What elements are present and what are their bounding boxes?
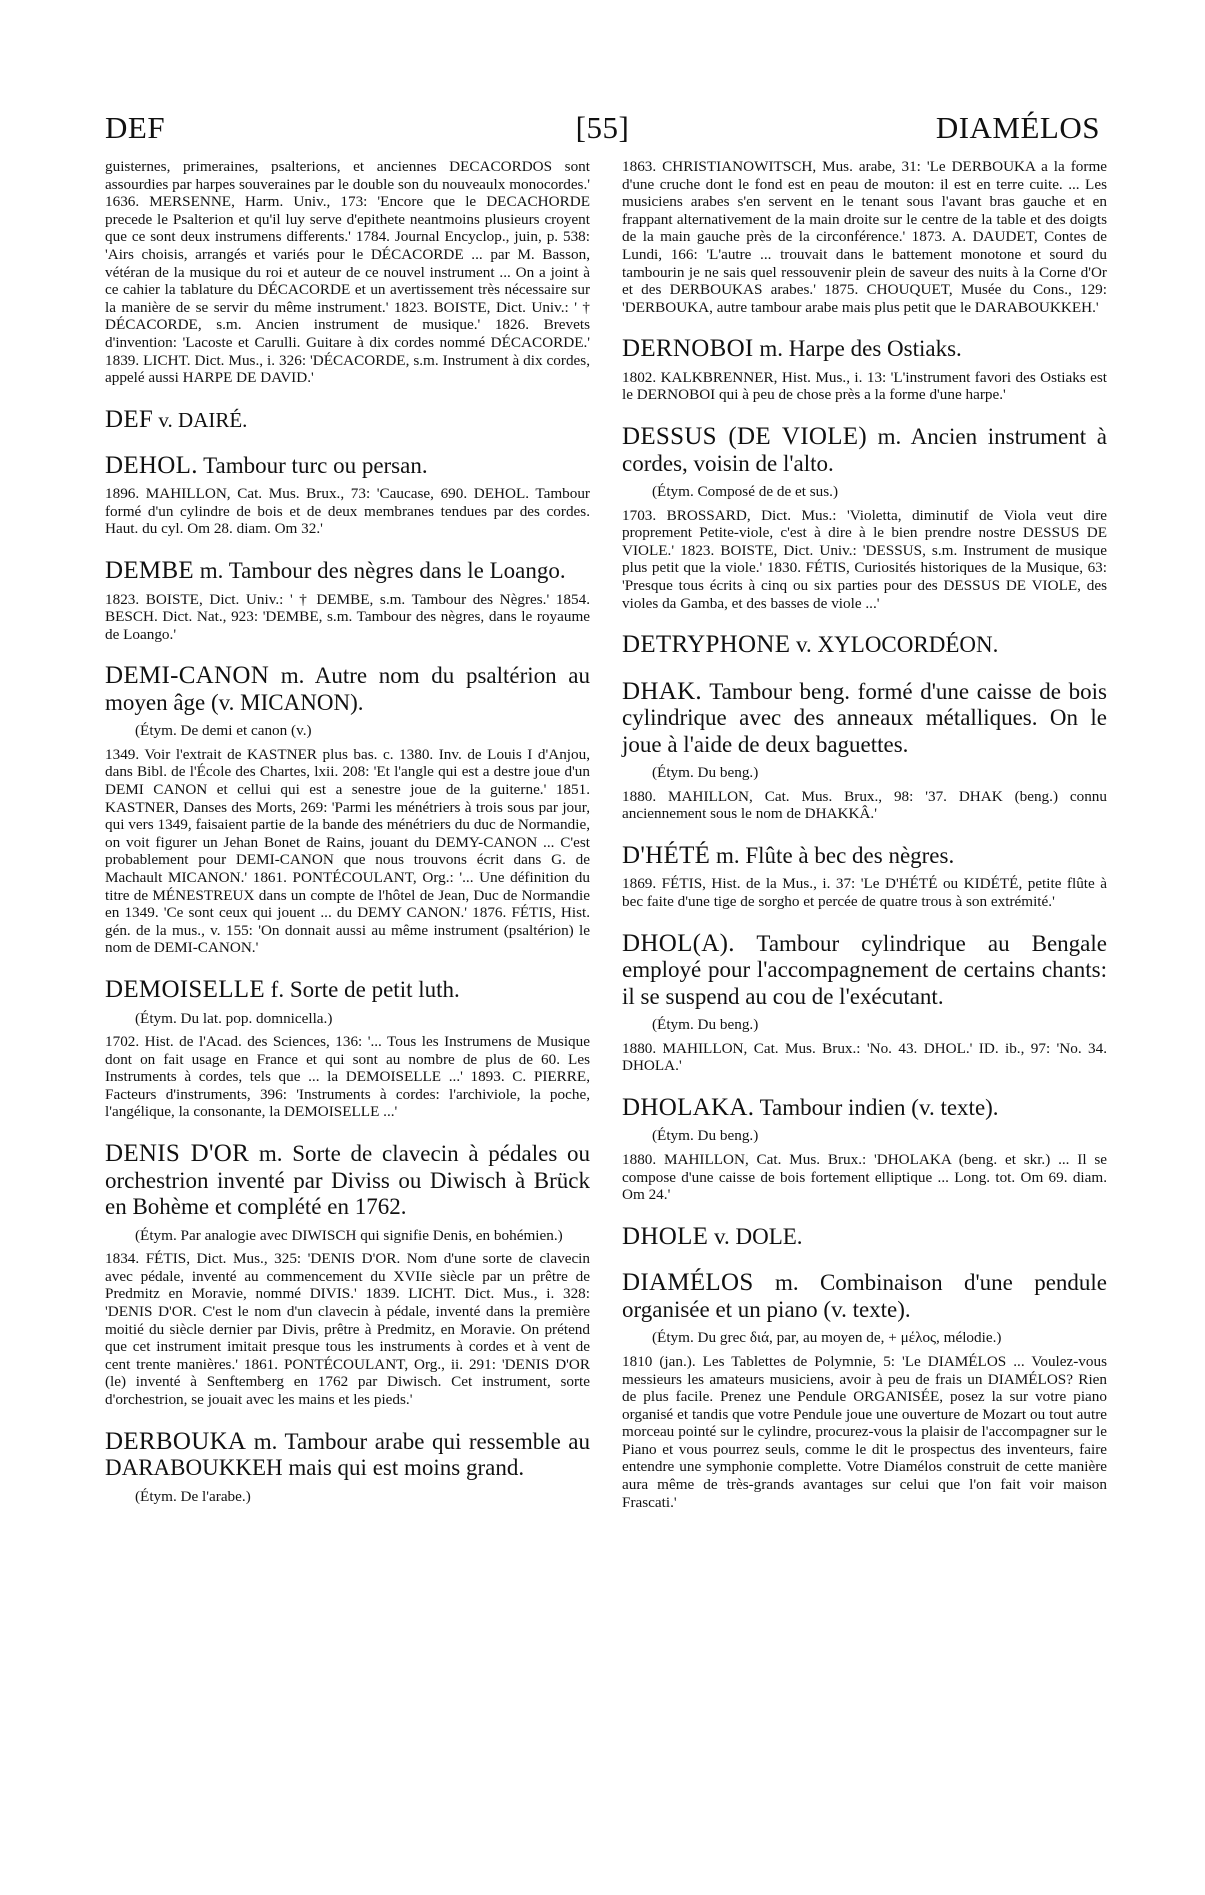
citation-text: 1810 (jan.). Les Tablettes de Polymnie, 5: 'Le DIAMÉLOS ... Voulez-vous messieurs les amateurs musiciens, avoir à peu de frais un DIAMÉLOS? Rien de plus facile. Prenez une Pendule ORGANISÉE, posez la sur votre piano organisé et tandis que votre Pendule joue une ouverture de Mozart ou tout autre morceau pointé sur le cylindre, procurez-vous la plaisir de l'accompagner sur le Piano et vous pourrez seuls, comme le dit le prospectus des inventeurs, faire entendre une symphonie complette. Votre Diamélos construit de cette manière aura même de très-grands avantages sur celui que l'on fait voir maison Frascati.' [622, 1352, 1107, 1511]
etymology: (Étym. Du beng.) [652, 1127, 759, 1145]
etymology: (Étym. De l'arabe.) [135, 1487, 251, 1505]
entry-headword [622, 424, 1107, 477]
etymology: (Étym. Du beng.) [652, 764, 759, 782]
entry-headword [622, 1270, 1107, 1323]
etymology: (Étym. Par analogie avec DIWISCH qui signifie Denis, en bohémien.) [135, 1226, 563, 1244]
headword-definition: Tambour turc ou persan. [203, 452, 428, 478]
running-head [105, 108, 1100, 148]
entry-headword [622, 679, 1107, 759]
headword-lemma: DEMOISELLE [105, 976, 265, 1003]
citation-text: guisternes, primeraines, psalterions, et anciennes DECACORDOS sont assourdies par harpes souveraines par le double son du nouveaulx monocordes.' 1636. MERSENNE, Harm. Univ., 173: 'Encore que le DECACHORDE precede le Psalterion et qu'il luy serve d'epithete neantmoins plusieurs croyent que ce sont deux instrumens differents.' 1784. Journal Encyclop., juin, p. 538: 'Airs choisis, arrangés et variés pour le DÉCACORDE ... par M. Basson, vétéran de la musique du roi et auteur de ce nouvel instrument ... On a joint à ce cahier la tablature du DÉCACORDE et un avertissement très nécessaire sur la manière de se servir du même instrument.' 1823. BOISTE, Dict. Univ.: ' † DÉCACORDE, s.m. Ancien instrument de musique.' 1826. Brevets d'invention: 'Lacoste et Carulli. Guitare à dix cordes nommé DÉCACORDE.' 1839. LICHT. Dict. Mus., i. 326: 'DÉCACORDE, s.m. Instrument à dix cordes, appelé aussi HARPE DE DAVID.' [105, 158, 590, 387]
etymology: (Étym. Du lat. pop. domnicella.) [135, 1009, 333, 1027]
headword-lemma: DETRYPHONE [622, 631, 791, 659]
headword-definition: m. Tambour arabe qui ressemble au DARABOUKKEH mais qui est moins grand. [105, 1428, 591, 1480]
headword-lemma: D'HÉTÉ [622, 841, 711, 869]
citation-text: 1702. Hist. de l'Acad. des Sciences, 136: '... Tous les Instrumens de Musique dont on fait usage en France et qui sont au nombre de plus de 60. Les Instruments à cordes, tels que ... la DEMOISELLE ...' 1893. C. PIERRE, Facteurs d'instruments, 396: 'Instruments à cordes: l'archiviole, la poche, l'angélique, la consonante, la DEMOISELLE ...' [105, 1033, 590, 1121]
headword-lemma: DHAK. [622, 677, 702, 705]
headword-definition: m. Flûte à bec des nègres. [715, 842, 955, 868]
etymology: (Étym. Composé de de et sus.) [652, 483, 839, 501]
entry-headword [105, 453, 590, 480]
page-number: [55] [575, 110, 630, 145]
etymology: (Étym. De demi et canon (v.) [135, 722, 312, 740]
entry-headword [622, 1095, 1107, 1122]
citation-text: 1703. BROSSARD, Dict. Mus.: 'Violetta, diminutif de Viola veut dire proprement Petite-viole, c'est à dire à le bien prendre nostre DESSUS DE VIOLE.' 1823. BOISTE, Dict. Univ.: 'DESSUS, s.m. Instrument de musique plus petit que la viole.' 1830. FÉTIS, Curiosités historiques de la Musique, 63: 'Presque tous écrits à cinq ou six parties pour des DESSUS DE VIOLE, des violes da Gamba, et des basses de viole ...' [622, 506, 1107, 612]
citation-text: 1802. KALKBRENNER, Hist. Mus., i. 13: 'L'instrument favori des Ostiaks est le DERNOBOI qui à peu de chose près a la forme d'une harpe.' [622, 368, 1107, 404]
entry-headword [105, 407, 590, 433]
headword-definition: v. DOLE. [713, 1223, 803, 1249]
running-head-right: DIAMÉLOS [935, 110, 1100, 145]
left-column [105, 158, 590, 1511]
entry-headword [105, 977, 590, 1004]
headword-lemma: DERBOUKA [105, 1427, 247, 1455]
headword-lemma: DHOLAKA. [622, 1093, 755, 1121]
headword-definition: m. Ancien instrument à cordes, voisin de l'alto. [622, 424, 1107, 476]
entry-headword [622, 931, 1107, 1011]
citation-text: 1880. MAHILLON, Cat. Mus. Brux., 98: '37. DHAK (beng.) connu anciennement sous le nom de DHAKKÂ.' [622, 787, 1107, 823]
headword-definition: v. DAIRÉ. [158, 407, 248, 432]
headword-lemma: DHOLE [622, 1222, 709, 1250]
headword-definition: m. Combinaison d'une pendule organisée et un piano (v. texte). [622, 1270, 1107, 1322]
headword-definition: m. Autre nom du psaltérion au moyen âge (v. MICANON). [105, 663, 590, 715]
headword-definition: v. XYLOCORDÉON. [796, 632, 999, 658]
headword-lemma: DEHOL. [105, 451, 198, 479]
headword-definition: f. Sorte de petit luth. [270, 977, 460, 1002]
citation-text: 1349. Voir l'extrait de KASTNER plus bas. c. 1380. Inv. de Louis I d'Anjou, dans Bibl. de l'École des Chartes, lxii. 208: 'Et l'angle qui est a destre joue d'un DEMI CANON et cellui qui est a senestre joue de la guiterne.' 1851. KASTNER, Danses des Morts, 269: 'Parmi les ménétriers à trois sous par jour, qui vers 1349, faisaient partie de la bande des ménétriers du duc de Normandie, on voit figurer un Jehan Bonet de Rains, jouant du DEMY-CANON ... C'est probablement pour DEMI-CANON que nous trouvons écrit dans G. de Machault MICANON.' 1861. PONTÉCOULANT, Org.: '... Une définition du titre de MÉNESTREUX dans un compte de l'hôtel de Jean, Duc de Normandie en 1349. 'Ce sont ceux qui jouent ... du DEMY CANON.' 1876. FÉTIS, Hist. gén. de la mus., v. 155: 'On donnait aussi au même instrument (psaltérion) le nom de DEMI-CANON.' [105, 745, 590, 957]
headword-definition: Tambour beng. formé d'une caisse de bois cylindrique avec des anneaux métalliques. On le joue à l'aide de deux baguettes. [622, 678, 1107, 757]
right-column [622, 158, 1107, 1515]
citation-text: 1880. MAHILLON, Cat. Mus. Brux.: 'DHOLAKA (beng. et skr.) ... Il se compose d'une caisse de bois fortement elliptique ... Long. tot. Om 69. diam. Om 24.' [622, 1151, 1107, 1204]
headword-definition: m. Harpe des Ostiaks. [759, 336, 962, 362]
entry-headword [105, 663, 590, 716]
entry-headword [622, 843, 1107, 870]
entry-headword [105, 1141, 590, 1221]
headword-lemma: DHOL(A). [622, 929, 735, 957]
headword-lemma: DERNOBOI [622, 335, 754, 363]
headword-definition: Tambour cylindrique au Bengale employé pour l'accompagnement de certains chants: il se suspend au cou de l'exécutant. [622, 930, 1107, 1009]
citation-text: 1863. CHRISTIANOWITSCH, Mus. arabe, 31: 'Le DERBOUKA a la forme d'une cruche dont le fond est en peau de mouton: il est en terre cuite. ... Les musiciens arabes s'en servent en le tenant sous l'avant bras gauche et en frappant alternativement de la main droite sur le centre de la table et des doigts de la main gauche près de la circonférence.' 1873. A. DAUDET, Contes de Lundi, 166: 'L'autre ... trouvait dans le battement monotone et sourd du tambourin je ne sais quel ressouvenir plein de saveur des nuits à la Corne d'Or et des DERBOUKAS arabes.' 1875. CHOUQUET, Musée du Cons., 129: 'DERBOUKA, autre tambour arabe mais plus petit que le DARABOUKKEH.' [622, 158, 1107, 316]
etymology: (Étym. Du beng.) [652, 1016, 759, 1034]
headword-definition: m. Tambour des nègres dans le Loango. [199, 558, 566, 583]
headword-lemma: DENIS D'OR [105, 1140, 250, 1168]
running-head-left: DEF [105, 110, 166, 145]
headword-definition: Tambour indien (v. texte). [759, 1094, 999, 1120]
headword-lemma: DEMI-CANON [105, 662, 270, 690]
citation-text: 1823. BOISTE, Dict. Univ.: ' † DEMBE, s.m. Tambour des Nègres.' 1854. BESCH. Dict. Nat., 923: 'DEMBE, s.m. Tambour des nègres, dans le royaume de Loango.' [105, 590, 590, 643]
entry-headword [105, 1429, 590, 1482]
citation-text: 1896. MAHILLON, Cat. Mus. Brux., 73: 'Caucase, 690. DEHOL. Tambour formé d'un cylindre de bois et de deux membranes tendues par des cordes. Haut. du cyl. Om 28. diam. Om 32.' [105, 485, 590, 538]
citation-text: 1834. FÉTIS, Dict. Mus., 325: 'DENIS D'OR. Nom d'une sorte de clavecin avec pédale, inventé au commencement du XVIIe siècle par un prêtre de Predmitz en Moravie, nommé DIVIS.' 1839. LICHT. Dict. Mus., i. 328: 'DENIS D'OR. C'est le nom d'un clavecin à pédale, inventé dans la première moitié du siècle dernier par Divis, prêtre à Predmitz, en Moravie. On prétend que cet instrument imitait presque tous les instruments à cordes et à vent de cent trente manières.' 1861. PONTÉCOULANT, Org., ii. 291: 'DENIS D'OR (le) inventé à Senftemberg en 1762 par Diwisch. Cet instrument, sorte d'orchestrion, se jouait avec les mains et les pieds.' [105, 1250, 590, 1408]
headword-definition: m. Sorte de clavecin à pédales ou orchestrion inventé par Diviss ou Diwisch à Brück en Bohème et complété en 1762. [105, 1141, 591, 1220]
entry-headword [105, 558, 590, 585]
citation-text: 1880. MAHILLON, Cat. Mus. Brux.: 'No. 43. DHOL.' ID. ib., 97: 'No. 34. DHOLA.' [622, 1039, 1107, 1075]
entry-headword [622, 336, 1107, 363]
entry-headword [622, 632, 1107, 659]
headword-lemma: DESSUS (DE VIOLE) [622, 423, 867, 451]
headword-lemma: DEF [105, 405, 154, 433]
citation-text: 1869. FÉTIS, Hist. de la Mus., i. 37: 'Le D'HÉTÉ ou KIDÉTÉ, petite flûte à bec faite d'une tige de sorgho et percée de quatre trous à son extrémité.' [622, 875, 1107, 911]
headword-lemma: DEMBE [105, 557, 194, 584]
entry-headword [622, 1224, 1107, 1251]
headword-lemma: DIAMÉLOS [622, 1269, 754, 1297]
etymology: (Étym. Du grec διά, par, au moyen de, + μέλος, mélodie.) [652, 1329, 1002, 1347]
